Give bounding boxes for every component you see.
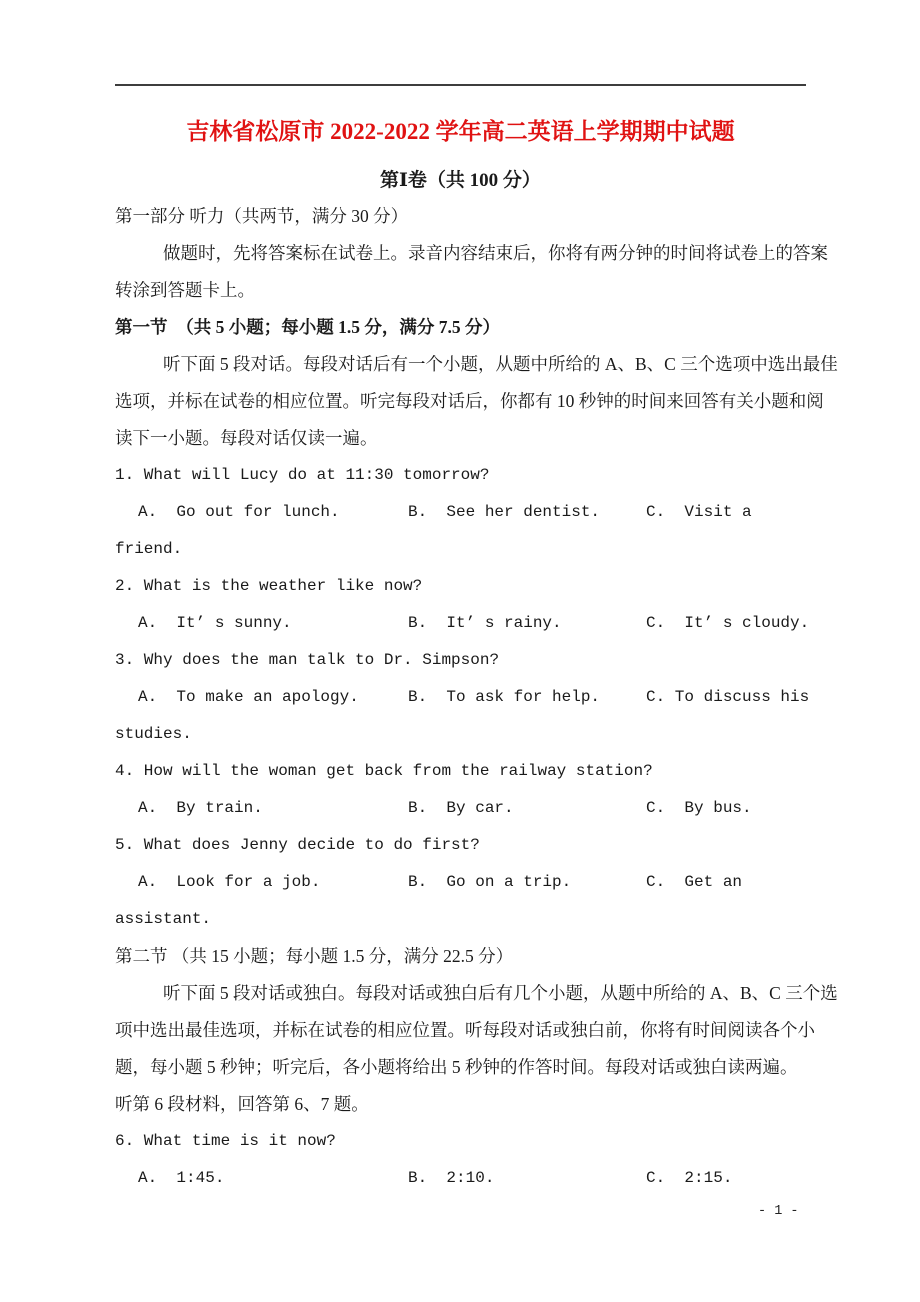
question-5-option-b: B. Go on a trip. bbox=[408, 873, 572, 891]
question-3-option-a: A. To make an apology. bbox=[138, 688, 359, 706]
question-5-stem: 5. What does Jenny decide to do first? bbox=[115, 836, 480, 854]
question-2-option-b: B. It’ s rainy. bbox=[408, 614, 562, 632]
section1-heading: 第一节 （共 5 小题；每小题 1.5 分，满分 7.5 分） bbox=[115, 317, 500, 337]
question-6-option-a: A. 1:45. bbox=[138, 1169, 225, 1187]
question-2-options bbox=[115, 605, 810, 642]
question-1-continuation: friend. bbox=[115, 540, 183, 558]
question-5-option-c: C. Get an bbox=[646, 873, 743, 891]
section2-instructions-line: 题，每小题 5 秒钟；听完后，各小题将给出 5 秒钟的作答时间。每段对话或独白读两遍。 bbox=[115, 1057, 798, 1077]
question-6-stem: 6. What time is it now? bbox=[115, 1132, 336, 1150]
question-6-options bbox=[115, 1160, 806, 1197]
question-2-option-a: A. It’ s sunny. bbox=[138, 614, 292, 632]
exam-subtitle: 第Ⅰ卷（共 100 分） bbox=[380, 170, 541, 191]
question-1-options bbox=[115, 494, 806, 531]
question-3-option-c: C. To discuss his bbox=[646, 688, 810, 706]
question-1-option-b: B. See her dentist. bbox=[408, 503, 601, 521]
question-1-option-a: A. Go out for lunch. bbox=[138, 503, 340, 521]
part1-heading: 第一部分 听力（共两节，满分 30 分） bbox=[115, 206, 409, 226]
question-5-option-a: A. Look for a job. bbox=[138, 873, 321, 891]
question-6-option-c: C. 2:15. bbox=[646, 1169, 733, 1187]
question-1-stem: 1. What will Lucy do at 11:30 tomorrow? bbox=[115, 466, 490, 484]
part1-intro-line: 做题时，先将答案标在试卷上。录音内容结束后，你将有两分钟的时间将试卷上的答案 bbox=[163, 243, 828, 263]
question-3-options bbox=[115, 679, 810, 716]
question-2-option-c: C. It’ s cloudy. bbox=[646, 614, 810, 632]
question-4-option-c: C. By bus. bbox=[646, 799, 752, 817]
section1-instructions-line: 读下一小题。每段对话仅读一遍。 bbox=[115, 428, 378, 448]
question-5-continuation: assistant. bbox=[115, 910, 212, 928]
question-3-stem: 3. Why does the man talk to Dr. Simpson? bbox=[115, 651, 500, 669]
question-2-stem: 2. What is the weather like now? bbox=[115, 577, 423, 595]
question-5-options bbox=[115, 864, 806, 901]
section1-instructions-line: 听下面 5 段对话。每段对话后有一个小题，从题中所给的 A、B、C 三个选项中选出最佳 bbox=[163, 354, 838, 374]
question-3-option-b: B. To ask for help. bbox=[408, 688, 601, 706]
question-4-options bbox=[115, 790, 806, 827]
question-1-option-c: C. Visit a bbox=[646, 503, 752, 521]
exam-title: 吉林省松原市 2022-2022 学年高二英语上学期期中试题 bbox=[186, 119, 735, 144]
section2-instructions-line: 项中选出最佳选项，并标在试卷的相应位置。听每段对话或独白前，你将有时间阅读各个小 bbox=[115, 1020, 815, 1040]
page-content bbox=[115, 84, 838, 1197]
header-rule bbox=[115, 84, 806, 86]
question-4-option-a: A. By train. bbox=[138, 799, 263, 817]
section2-instructions-line: 听下面 5 段对话或独白。每段对话或独白后有几个小题，从题中所给的 A、B、C 三个选 bbox=[163, 983, 838, 1003]
question-4-stem: 4. How will the woman get back from the railway station? bbox=[115, 762, 653, 780]
question-6-option-b: B. 2:10. bbox=[408, 1169, 495, 1187]
section2-heading: 第二节 （共 15 小题；每小题 1.5 分，满分 22.5 分） bbox=[115, 946, 514, 966]
page-number: - 1 - bbox=[758, 1204, 799, 1219]
question-3-continuation: studies. bbox=[115, 725, 192, 743]
part1-intro-line: 转涂到答题卡上。 bbox=[115, 280, 255, 300]
section1-instructions-line: 选项，并标在试卷的相应位置。听完每段对话后，你都有 10 秒钟的时间来回答有关小题和阅 bbox=[115, 391, 824, 411]
material-note: 听第 6 段材料，回答第 6、7 题。 bbox=[115, 1094, 369, 1114]
question-4-option-b: B. By car. bbox=[408, 799, 514, 817]
